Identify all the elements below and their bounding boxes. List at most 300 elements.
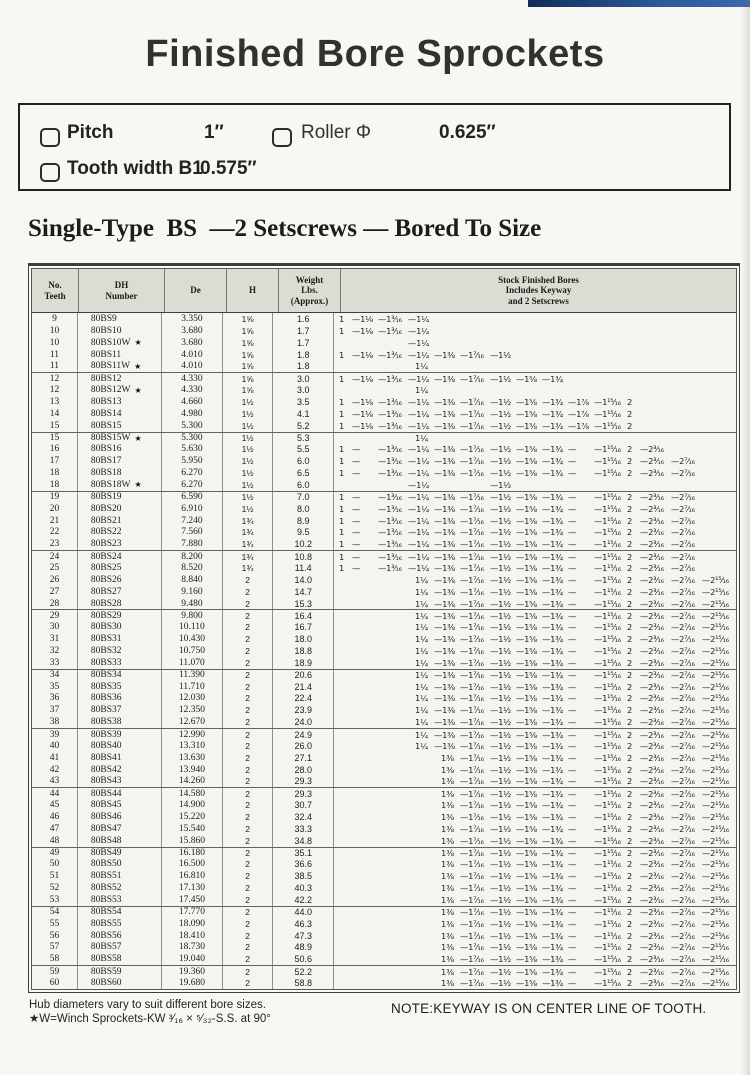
cell-dh-number: 80BS36 bbox=[78, 693, 162, 705]
bore-value: —1½ bbox=[489, 598, 512, 609]
header-line: Stock Finished Bores bbox=[498, 274, 579, 285]
bore-value: —2³⁄₁₆ bbox=[639, 800, 664, 811]
bore-value: 1¼ bbox=[414, 433, 428, 444]
bore-value: —1½ bbox=[489, 562, 512, 573]
bore-value: —1⁷⁄₁₆ bbox=[459, 764, 484, 775]
bore-value: —1⁷⁄₁₆ bbox=[459, 883, 484, 894]
bore-value: — bbox=[567, 610, 577, 621]
checkbox-icon bbox=[272, 128, 292, 147]
bore-value: —1¾ bbox=[541, 408, 564, 419]
bore-value: 1¼ bbox=[414, 586, 428, 597]
table-row bbox=[32, 586, 736, 598]
cell-bores bbox=[334, 384, 736, 396]
bore-value: —2⁷⁄₁₆ bbox=[670, 930, 695, 941]
cell-bores bbox=[334, 645, 736, 657]
cell-teeth: 18 bbox=[32, 467, 78, 479]
table-row bbox=[32, 657, 736, 669]
cell-teeth: 57 bbox=[32, 942, 78, 954]
cell-weight: 34.8 bbox=[273, 835, 334, 847]
bore-value: —1⅝ bbox=[515, 966, 538, 977]
bore-value: —1¹⁵⁄₁₆ bbox=[593, 515, 621, 526]
bore-value: —1⅝ bbox=[515, 705, 538, 716]
bore-value: —1¼ bbox=[407, 551, 430, 562]
spec-value-tooth-width: 0.575″ bbox=[200, 158, 257, 179]
bore-value: —1½ bbox=[489, 479, 512, 490]
cell-weight: 29.3 bbox=[273, 776, 334, 788]
bore-value: —1¾ bbox=[541, 848, 564, 859]
bore-value: — bbox=[567, 812, 577, 823]
bore-value: —2⁷⁄₁₆ bbox=[670, 527, 695, 538]
cell-teeth: 42 bbox=[32, 764, 78, 776]
cell-teeth: 35 bbox=[32, 681, 78, 693]
bore-value: —2³⁄₁₆ bbox=[639, 670, 664, 681]
bore-value: 1¼ bbox=[414, 610, 428, 621]
cell-de: 5.630 bbox=[162, 443, 223, 455]
bore-value: —1⁷⁄₁₆ bbox=[459, 634, 484, 645]
cell-teeth: 30 bbox=[32, 621, 78, 633]
bore-value: —1³⁄₁₆ bbox=[377, 527, 402, 538]
cell-weight: 18.0 bbox=[273, 633, 334, 645]
cell-weight: 27.1 bbox=[273, 752, 334, 764]
bore-value: —1⅜ bbox=[433, 610, 456, 621]
bore-value: —2³⁄₁₆ bbox=[639, 645, 664, 656]
cell-dh-number: 80BS16 bbox=[78, 443, 162, 455]
table-row bbox=[32, 633, 736, 645]
cell-dh-number: 80BS24 bbox=[78, 551, 162, 562]
table-row bbox=[32, 799, 736, 811]
bore-value: —1⁷⁄₁₆ bbox=[459, 408, 484, 419]
cell-de: 16.810 bbox=[162, 870, 223, 882]
bore-value: 1 bbox=[338, 562, 345, 573]
cell-dh-number: 80BS58 bbox=[78, 953, 162, 965]
cell-de: 11.390 bbox=[162, 670, 223, 681]
cell-dh-number: 80BS37 bbox=[78, 704, 162, 716]
table-row bbox=[32, 942, 736, 954]
bore-value: —1¼ bbox=[407, 337, 430, 348]
cell-weight: 22.4 bbox=[273, 693, 334, 705]
cell-teeth: 53 bbox=[32, 894, 78, 906]
cell-teeth: 32 bbox=[32, 645, 78, 657]
cell-dh-number: 80BS18W ★ bbox=[78, 479, 162, 491]
cell-de: 9.800 bbox=[162, 610, 223, 621]
bore-value: — bbox=[567, 895, 577, 906]
cell-teeth: 24 bbox=[32, 551, 78, 562]
table-row bbox=[32, 681, 736, 693]
bore-value: —1⁷⁄₁₆ bbox=[459, 586, 484, 597]
cell-de: 14.260 bbox=[162, 776, 223, 788]
bore-value: —1⅜ bbox=[433, 408, 456, 419]
cell-de: 5.950 bbox=[162, 455, 223, 467]
bore-value: —2⁷⁄₁₆ bbox=[670, 776, 695, 787]
cell-teeth: 11 bbox=[32, 360, 78, 372]
bore-value: —1⁷⁄₁₆ bbox=[459, 966, 484, 977]
bore-value: —2⁷⁄₁₆ bbox=[670, 788, 695, 799]
keyway-note: NOTE:KEYWAY IS ON CENTER LINE OF TOOTH. bbox=[391, 1001, 707, 1016]
cell-teeth: 25 bbox=[32, 562, 78, 574]
cell-de: 4.330 bbox=[162, 384, 223, 396]
bore-value: —2¹⁵⁄₁₆ bbox=[701, 657, 729, 668]
cell-h: 2 bbox=[223, 693, 274, 705]
cell-h: 1⅝ bbox=[223, 325, 274, 337]
cell-h: 1¾ bbox=[223, 538, 274, 550]
bore-value: 1¼ bbox=[414, 361, 428, 372]
bore-value: 2 bbox=[626, 705, 633, 716]
bore-value: —1³⁄₁₆ bbox=[377, 408, 402, 419]
bore-value: —1¾ bbox=[541, 705, 564, 716]
bore-value: —1¾ bbox=[541, 859, 564, 870]
cell-dh-number: 80BS46 bbox=[78, 811, 162, 823]
bore-value: —1¾ bbox=[541, 966, 564, 977]
bore-value: —1⅝ bbox=[515, 883, 538, 894]
cell-h: 1½ bbox=[223, 455, 274, 467]
cell-teeth: 48 bbox=[32, 835, 78, 847]
table-body bbox=[32, 313, 736, 989]
cell-weight: 24.9 bbox=[273, 729, 334, 740]
cell-dh-number: 80BS43 bbox=[78, 776, 162, 788]
cell-h: 2 bbox=[223, 752, 274, 764]
cell-de: 7.880 bbox=[162, 538, 223, 550]
cell-bores bbox=[334, 396, 736, 408]
footnote-winch-sprockets: ★W=Winch Sprockets-KW ³⁄₁₆ × ⁵⁄₃₂-S.S. at 90° bbox=[29, 1013, 271, 1025]
cell-de: 19.040 bbox=[162, 953, 223, 965]
cell-teeth: 29 bbox=[32, 610, 78, 621]
bore-value: —1³⁄₁₆ bbox=[377, 396, 402, 407]
cell-dh-number: 80BS28 bbox=[78, 598, 162, 610]
footnote-hub-diameters: Hub diameters vary to suit different bore sizes. bbox=[29, 999, 266, 1011]
cell-h: 2 bbox=[223, 729, 274, 740]
bore-value: 1⅜ bbox=[440, 966, 454, 977]
bore-value: —1¼ bbox=[407, 408, 430, 419]
bore-value: —1⁷⁄₁₆ bbox=[459, 444, 484, 455]
cell-de: 12.030 bbox=[162, 693, 223, 705]
bore-value: —1⁷⁄₁₆ bbox=[459, 835, 484, 846]
table-header bbox=[32, 269, 736, 313]
bore-value: 1⅜ bbox=[440, 800, 454, 811]
bore-value: 1⅜ bbox=[440, 848, 454, 859]
bore-value: —1½ bbox=[489, 978, 512, 989]
cell-weight: 6.0 bbox=[273, 455, 334, 467]
cell-h: 1¾ bbox=[223, 526, 274, 538]
bore-value: —1¹⁵⁄₁₆ bbox=[593, 574, 621, 585]
cell-teeth: 21 bbox=[32, 515, 78, 527]
bore-value: —1¹⁵⁄₁₆ bbox=[593, 859, 621, 870]
bore-value: —2¹⁵⁄₁₆ bbox=[701, 776, 729, 787]
cell-de: 17.130 bbox=[162, 882, 223, 894]
bore-value: —1⅝ bbox=[515, 503, 538, 514]
cell-weight: 28.0 bbox=[273, 764, 334, 776]
bore-value: —2⁷⁄₁₆ bbox=[670, 812, 695, 823]
table-row bbox=[32, 787, 736, 799]
bore-value: —1⁷⁄₁₆ bbox=[459, 729, 484, 740]
bore-value: —1³⁄₁₆ bbox=[377, 325, 402, 336]
bore-value: — bbox=[351, 527, 361, 538]
bore-value: —1¹⁵⁄₁₆ bbox=[593, 848, 621, 859]
bore-value: —1⅜ bbox=[433, 349, 456, 360]
bore-value: —1⁷⁄₁₆ bbox=[459, 503, 484, 514]
bore-value: —1¾ bbox=[541, 468, 564, 479]
cell-weight: 14.0 bbox=[273, 574, 334, 586]
table-row bbox=[32, 515, 736, 527]
bore-value: —1¾ bbox=[541, 396, 564, 407]
header-line: Weight bbox=[295, 274, 324, 285]
bore-value: — bbox=[351, 456, 361, 467]
cell-teeth: 20 bbox=[32, 503, 78, 515]
cell-bores bbox=[334, 907, 736, 918]
bore-value: —1⅜ bbox=[433, 681, 456, 692]
cell-weight: 10.8 bbox=[273, 551, 334, 562]
cell-dh-number: 80BS47 bbox=[78, 823, 162, 835]
cell-h: 2 bbox=[223, 977, 274, 989]
bore-value: —1³⁄₁₆ bbox=[377, 373, 402, 384]
cell-weight: 15.3 bbox=[273, 598, 334, 610]
cell-bores bbox=[334, 586, 736, 598]
bore-value: 1 bbox=[338, 396, 345, 407]
bore-value: —2⁷⁄₁₆ bbox=[670, 610, 695, 621]
bore-value: —1¾ bbox=[541, 670, 564, 681]
bore-value: — bbox=[567, 930, 577, 941]
cell-de: 11.710 bbox=[162, 681, 223, 693]
bore-value: —2⁷⁄₁₆ bbox=[670, 574, 695, 585]
cell-dh-number: 80BS17 bbox=[78, 455, 162, 467]
cell-weight: 1.8 bbox=[273, 360, 334, 372]
bore-value: —2⁷⁄₁₆ bbox=[670, 717, 695, 728]
bore-value: 1⅜ bbox=[440, 776, 454, 787]
bore-value: 1¼ bbox=[414, 622, 428, 633]
cell-weight: 9.5 bbox=[273, 526, 334, 538]
bore-value: —1½ bbox=[489, 752, 512, 763]
bore-value: 2 bbox=[626, 835, 633, 846]
cell-teeth: 15 bbox=[32, 420, 78, 432]
bore-value: —1⅝ bbox=[515, 551, 538, 562]
cell-weight: 8.0 bbox=[273, 503, 334, 515]
bore-value: —1⅝ bbox=[515, 657, 538, 668]
cell-dh-number: 80BS56 bbox=[78, 930, 162, 942]
bore-value: —1⅜ bbox=[433, 562, 456, 573]
cell-de: 12.670 bbox=[162, 716, 223, 728]
bore-value: —1¹⁵⁄₁₆ bbox=[593, 729, 621, 740]
bore-value: 2 bbox=[626, 954, 633, 965]
bore-value: —1½ bbox=[489, 657, 512, 668]
cell-dh-number: 80BS39 bbox=[78, 729, 162, 740]
bore-value: 2 bbox=[626, 610, 633, 621]
bore-value: —2¹⁵⁄₁₆ bbox=[701, 823, 729, 834]
bore-value: —2⁷⁄₁₆ bbox=[670, 681, 695, 692]
cell-bores bbox=[334, 859, 736, 871]
cell-dh-number: 80BS38 bbox=[78, 716, 162, 728]
bore-value: 2 bbox=[626, 823, 633, 834]
table-row bbox=[32, 847, 736, 859]
cell-bores bbox=[334, 882, 736, 894]
spec-label-pitch: Pitch bbox=[67, 122, 114, 143]
bore-value: —1½ bbox=[489, 859, 512, 870]
cell-h: 2 bbox=[223, 716, 274, 728]
cell-teeth: 37 bbox=[32, 704, 78, 716]
bore-value: —1⁷⁄₁₆ bbox=[459, 670, 484, 681]
bore-value: —2³⁄₁₆ bbox=[639, 634, 664, 645]
bore-value: — bbox=[567, 705, 577, 716]
cell-weight: 46.3 bbox=[273, 918, 334, 930]
cell-teeth: 36 bbox=[32, 693, 78, 705]
cell-de: 4.010 bbox=[162, 360, 223, 372]
cell-h: 2 bbox=[223, 835, 274, 847]
bore-value: —1½ bbox=[489, 835, 512, 846]
table-row bbox=[32, 325, 736, 337]
bore-value: — bbox=[567, 515, 577, 526]
cell-teeth: 54 bbox=[32, 907, 78, 918]
spec-label-tooth-width: Tooth width B1 bbox=[67, 158, 203, 179]
bore-value: —2³⁄₁₆ bbox=[639, 978, 664, 989]
table-row bbox=[32, 420, 736, 432]
bore-value: —1½ bbox=[489, 503, 512, 514]
bore-value: —1⁷⁄₁₆ bbox=[459, 930, 484, 941]
bore-value: —1½ bbox=[489, 930, 512, 941]
spec-value-roller: 0.625″ bbox=[439, 122, 496, 143]
table-row bbox=[32, 538, 736, 550]
bore-value: —1¾ bbox=[541, 812, 564, 823]
bore-value: —1½ bbox=[489, 408, 512, 419]
cell-de: 10.750 bbox=[162, 645, 223, 657]
cell-weight: 50.6 bbox=[273, 953, 334, 965]
bore-value: —2¹⁵⁄₁₆ bbox=[701, 729, 729, 740]
cell-teeth: 34 bbox=[32, 670, 78, 681]
cell-de: 15.220 bbox=[162, 811, 223, 823]
bore-value: —1½ bbox=[489, 729, 512, 740]
bore-value: — bbox=[567, 764, 577, 775]
bore-value: — bbox=[567, 562, 577, 573]
bore-value: —1¾ bbox=[541, 907, 564, 918]
table-row bbox=[32, 704, 736, 716]
cell-de: 3.680 bbox=[162, 325, 223, 337]
bore-value: —1⅝ bbox=[515, 515, 538, 526]
cell-de: 9.160 bbox=[162, 586, 223, 598]
bore-value: —1¼ bbox=[407, 468, 430, 479]
bore-value: —1³⁄₁₆ bbox=[377, 456, 402, 467]
bore-value: —1³⁄₁₆ bbox=[377, 515, 402, 526]
bore-value: —1½ bbox=[489, 895, 512, 906]
cell-teeth: 10 bbox=[32, 325, 78, 337]
bore-value: 2 bbox=[626, 408, 633, 419]
bore-value: —1⅜ bbox=[433, 444, 456, 455]
cell-dh-number: 80BS25 bbox=[78, 562, 162, 574]
cell-bores bbox=[334, 598, 736, 610]
table-row bbox=[32, 823, 736, 835]
cell-h: 1⅝ bbox=[223, 349, 274, 361]
bore-value: —1½ bbox=[489, 444, 512, 455]
cell-h: 1¾ bbox=[223, 551, 274, 562]
bore-value: —2³⁄₁₆ bbox=[639, 907, 664, 918]
bore-value: —2³⁄₁₆ bbox=[639, 456, 664, 467]
bore-value: — bbox=[351, 515, 361, 526]
bore-value: — bbox=[567, 966, 577, 977]
bore-value: —2³⁄₁₆ bbox=[639, 705, 664, 716]
bore-value: —1¾ bbox=[541, 681, 564, 692]
cell-h: 2 bbox=[223, 586, 274, 598]
bore-value: —1⅝ bbox=[515, 918, 538, 929]
bore-value: 2 bbox=[626, 634, 633, 645]
cell-de: 7.240 bbox=[162, 515, 223, 527]
cell-dh-number: 80BS31 bbox=[78, 633, 162, 645]
bore-value: —1¼ bbox=[407, 539, 430, 550]
bore-value: 2 bbox=[626, 622, 633, 633]
bore-value: 2 bbox=[626, 918, 633, 929]
cell-de: 4.660 bbox=[162, 396, 223, 408]
cell-bores bbox=[334, 503, 736, 515]
cell-weight: 44.0 bbox=[273, 907, 334, 918]
bore-value: —1¾ bbox=[541, 492, 564, 503]
winch-star-icon: ★ bbox=[134, 385, 142, 395]
cell-de: 10.110 bbox=[162, 621, 223, 633]
cell-bores bbox=[334, 479, 736, 491]
bore-value: —1⅜ bbox=[433, 586, 456, 597]
bore-value: —2³⁄₁₆ bbox=[639, 527, 664, 538]
table-row bbox=[32, 621, 736, 633]
bore-value: —1⅝ bbox=[515, 848, 538, 859]
cell-dh-number: 80BS10W ★ bbox=[78, 337, 162, 349]
cell-teeth: 41 bbox=[32, 752, 78, 764]
bore-value: —1⅝ bbox=[515, 823, 538, 834]
cell-weight: 18.8 bbox=[273, 645, 334, 657]
bore-value: —1⅛ bbox=[351, 373, 374, 384]
bore-value: 2 bbox=[626, 515, 633, 526]
bore-value: 1 bbox=[338, 456, 345, 467]
bore-value: — bbox=[567, 883, 577, 894]
cell-h: 2 bbox=[223, 823, 274, 835]
bore-value: —2³⁄₁₆ bbox=[639, 848, 664, 859]
bore-value: —2⁷⁄₁₆ bbox=[670, 883, 695, 894]
bore-value: —1⅜ bbox=[433, 634, 456, 645]
cell-de: 8.520 bbox=[162, 562, 223, 574]
cell-dh-number: 80BS23 bbox=[78, 538, 162, 550]
cell-bores bbox=[334, 823, 736, 835]
table-row bbox=[32, 764, 736, 776]
bore-value: — bbox=[567, 823, 577, 834]
bore-value: —2¹⁵⁄₁₆ bbox=[701, 871, 729, 882]
cell-teeth: 52 bbox=[32, 882, 78, 894]
bore-value: —1⁷⁄₁₆ bbox=[459, 373, 484, 384]
cell-teeth: 27 bbox=[32, 586, 78, 598]
cell-dh-number: 80BS51 bbox=[78, 870, 162, 882]
cell-dh-number: 80BS30 bbox=[78, 621, 162, 633]
bore-value: —1⅞ bbox=[567, 408, 590, 419]
bore-value: 1 bbox=[338, 420, 345, 431]
bore-value: —1⁷⁄₁₆ bbox=[459, 800, 484, 811]
bore-value: —1¹⁵⁄₁₆ bbox=[593, 503, 621, 514]
bore-value: —2³⁄₁₆ bbox=[639, 515, 664, 526]
cell-de: 8.200 bbox=[162, 551, 223, 562]
table-row bbox=[32, 752, 736, 764]
cell-h: 2 bbox=[223, 670, 274, 681]
bore-value: —2⁷⁄₁₆ bbox=[670, 562, 695, 573]
bore-value: —1¼ bbox=[407, 515, 430, 526]
bore-value: —2⁷⁄₁₆ bbox=[670, 539, 695, 550]
bore-value: —2³⁄₁₆ bbox=[639, 468, 664, 479]
bore-value: —1¾ bbox=[541, 444, 564, 455]
bore-value: —2³⁄₁₆ bbox=[639, 788, 664, 799]
bore-value: —1⅛ bbox=[351, 408, 374, 419]
bore-value: —1¾ bbox=[541, 598, 564, 609]
bore-value: — bbox=[567, 574, 577, 585]
bore-value: —1⁷⁄₁₆ bbox=[459, 349, 484, 360]
bore-value: —1¼ bbox=[407, 479, 430, 490]
bore-value: — bbox=[567, 468, 577, 479]
cell-dh-number: 80BS20 bbox=[78, 503, 162, 515]
cell-de: 19.680 bbox=[162, 977, 223, 989]
bore-value: —1⅞ bbox=[567, 396, 590, 407]
cell-bores bbox=[334, 681, 736, 693]
cell-teeth: 39 bbox=[32, 729, 78, 740]
header-line: Number bbox=[105, 290, 138, 301]
cell-de: 17.770 bbox=[162, 907, 223, 918]
